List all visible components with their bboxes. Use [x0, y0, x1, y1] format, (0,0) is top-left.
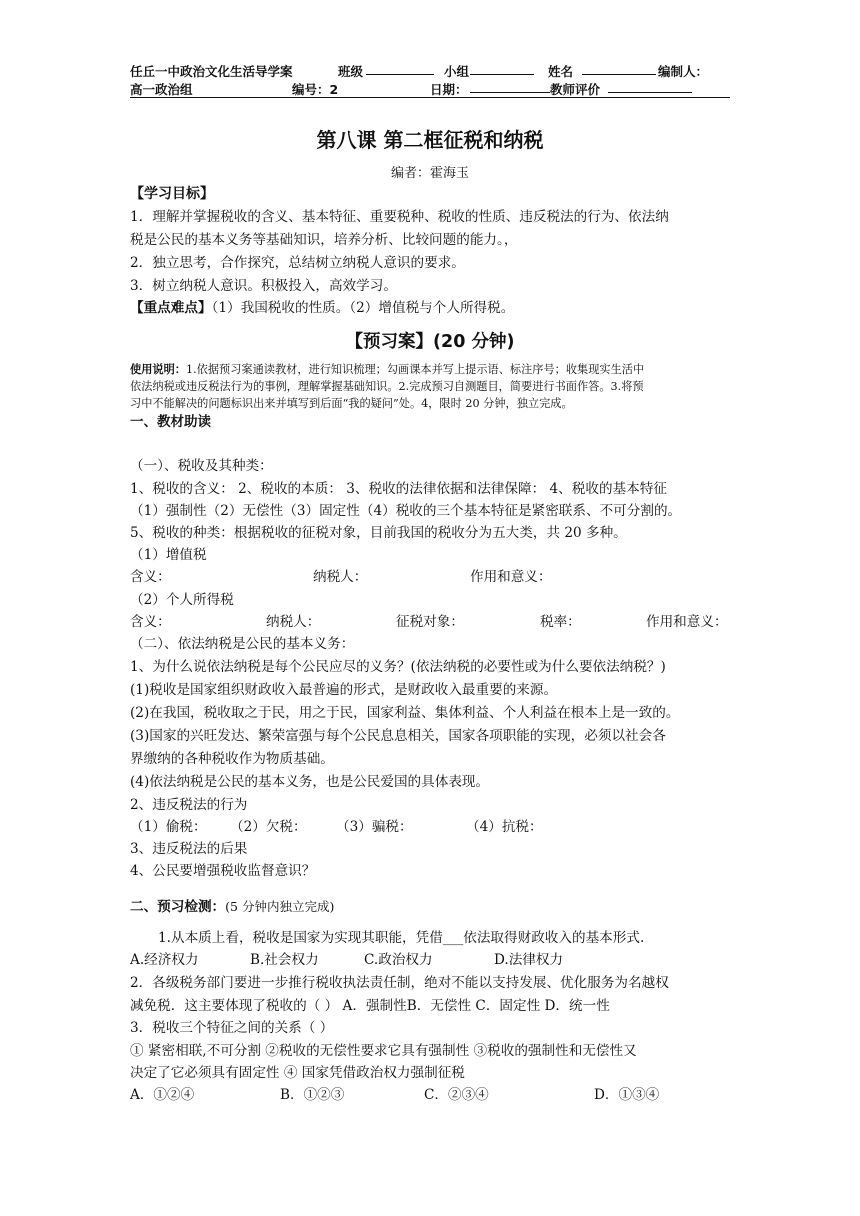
preview-heading: 【预习案】(20 分钟)	[345, 332, 515, 352]
header-line-2	[130, 80, 730, 98]
violation-item: （3）骗税：	[336, 819, 413, 835]
question-2-cont: 减免税．这主要体现了税收的（ ） A．强制性B．无偿性 C．固定性 D．统一性	[130, 998, 610, 1014]
violation-item: （1）偷税：	[130, 819, 207, 835]
usage-line-3: 习中不能解决的问题标识出来并填写到后面“我的疑问”处。4，限时 20 分钟，独立完成。	[130, 397, 573, 410]
part2-line: 界缴纳的各种税收作为物质基础。	[130, 751, 334, 767]
part1-line: 1、税收的含义： 2、税收的本质： 3、税收的法律依据和法律保障： 4、税收的基本特征	[130, 481, 667, 497]
q3-option: B．①②③	[280, 1087, 345, 1103]
usage-label: 使用说明：	[130, 363, 186, 376]
goal-line: 1．理解并掌握税收的含义、基本特征、重要税种、税收的性质、违反税法的行为、依法纳	[130, 209, 669, 225]
goal-line: 2．独立思考，合作探究，总结树立纳税人意识的要求。	[130, 255, 465, 271]
part2-line: 1、为什么说依法纳税是每个公民应尽的义务？(依法纳税的必要性或为什么要依法纳税？)	[130, 659, 666, 675]
question-3-statements-cont: 决定了它必须具有固定性 ④ 国家凭借政治权力强制征税	[130, 1065, 465, 1081]
section1-heading: 一、教材助读	[130, 414, 211, 430]
part2-title: （二）、依法纳税是公民的基本义务：	[130, 636, 355, 652]
usage-line-1	[130, 361, 644, 378]
vat-field: 作用和意义：	[470, 569, 552, 585]
pit-field: 含义：	[130, 614, 171, 630]
test-heading-note: (5 分钟内独立完成)	[225, 899, 335, 914]
dept-name: 高一政治组	[130, 82, 193, 97]
class-blank	[366, 62, 434, 78]
school-name: 任丘一中政治文化生活导学案	[130, 64, 293, 79]
group-blank	[470, 62, 534, 78]
part2-line: (4)依法纳税是公民的基本义务，也是公民爱国的具体表现。	[130, 774, 490, 790]
key-points-text: （1）我国税收的性质。（2）增值税与个人所得税。	[211, 300, 515, 316]
part2-line: (1)税收是国家组织财政收入最普遍的形式，是财政收入最重要的来源。	[130, 682, 558, 698]
usage-text: 1.依据预习案通读教材，进行知识梳理；勾画课本并写上提示语、标注序号；收集现实生活中	[185, 363, 645, 376]
teacher-eval-blank	[608, 80, 692, 96]
key-points-line	[130, 298, 514, 318]
part1-title: （一）、税收及其种类：	[130, 458, 273, 474]
part2-line: 2、违反税法的行为	[130, 797, 248, 813]
class-label: 班级	[338, 64, 364, 79]
question-3: 3．税收三个特征之间的关系（ ）	[130, 1020, 334, 1036]
header-line-1	[130, 62, 730, 80]
q1-option: D.法律权力	[494, 952, 564, 968]
q1-option: B.社会权力	[250, 952, 319, 968]
violation-item: （4）抗税：	[466, 819, 543, 835]
q1-option: A.经济权力	[130, 952, 199, 968]
lesson-title: 第八课 第二框征税和纳税	[316, 128, 544, 152]
editor-label: 编制人：	[658, 64, 709, 79]
part1-line: （1）强制性（2）无偿性（3）固定性（4）税收的三个基本特征是紧密联系、不可分割的。	[130, 503, 682, 519]
part2-line: (3)国家的兴旺发达、繁荣富强与每个公民息息相关，国家各项职能的实现，必须以社会各	[130, 728, 666, 744]
vat-field: 纳税人：	[313, 569, 368, 585]
vat-field: 含义：	[130, 569, 171, 585]
part2-tail-line: 4、公民要增强税收监督意识？	[130, 863, 316, 879]
pit-title: （2）个人所得税	[130, 592, 234, 608]
pit-field: 纳税人：	[266, 614, 321, 630]
goals-heading: 【学习目标】	[130, 186, 214, 202]
vat-title: （1）增值税	[130, 547, 207, 563]
author-line: 编者：霍海玉	[390, 166, 469, 181]
q3-option: D．①③④	[594, 1087, 660, 1103]
header-rule	[130, 97, 730, 98]
group-label: 小组	[444, 64, 470, 79]
question-1: 1.从本质上看，税收是国家为实现其职能，凭借___依法取得财政收入的基本形式.	[158, 930, 645, 946]
goal-line: 税是公民的基本义务等基础知识，培养分析、比较问题的能力。，	[130, 232, 518, 248]
goal-line: 3．树立纳税人意识。积极投入，高效学习。	[130, 278, 397, 294]
part2-tail-line: 3、违反税法的后果	[130, 841, 248, 857]
date-label: 日期：	[430, 82, 468, 97]
key-points-heading: 【重点难点】	[130, 300, 212, 316]
q3-option: A．①②④	[130, 1087, 195, 1103]
pit-field: 作用和意义：	[646, 614, 728, 630]
part1-line: 5、税收的种类：根据税收的征税对象，目前我国的税收分为五大类，共 20 多种。	[130, 525, 627, 541]
question-2: 2．各级税务部门要进一步推行税收执法责任制，绝对不能以支持发展、优化服务为名越权	[130, 975, 669, 991]
q1-option: C.政治权力	[364, 952, 433, 968]
question-3-statements: ① 紧密相联,不可分割 ②税收的无偿性要求它具有强制性 ③税收的强制性和无偿性又	[130, 1043, 637, 1059]
violation-item: （2）欠税：	[230, 819, 307, 835]
usage-line-2: 依法纳税或违反税法行为的事例，理解掌握基础知识。2.完成预习自测题目，简要进行书面作答。3.将预	[130, 380, 644, 393]
pit-field: 税率：	[540, 614, 581, 630]
part2-line: (2)在我国，税收取之于民，用之于民，国家利益、集体利益、个人利益在根本上是一致的。	[130, 705, 680, 721]
pit-field: 征税对象：	[396, 614, 464, 630]
doc-number: 编号：2	[292, 82, 339, 97]
name-blank	[582, 62, 656, 78]
name-label: 姓名	[548, 64, 574, 79]
test-heading-line	[130, 897, 334, 917]
q3-option: C．②③④	[424, 1087, 489, 1103]
test-heading: 二、预习检测：	[130, 899, 226, 915]
teacher-eval-label: 教师评价	[550, 82, 601, 97]
date-blank	[470, 80, 550, 96]
